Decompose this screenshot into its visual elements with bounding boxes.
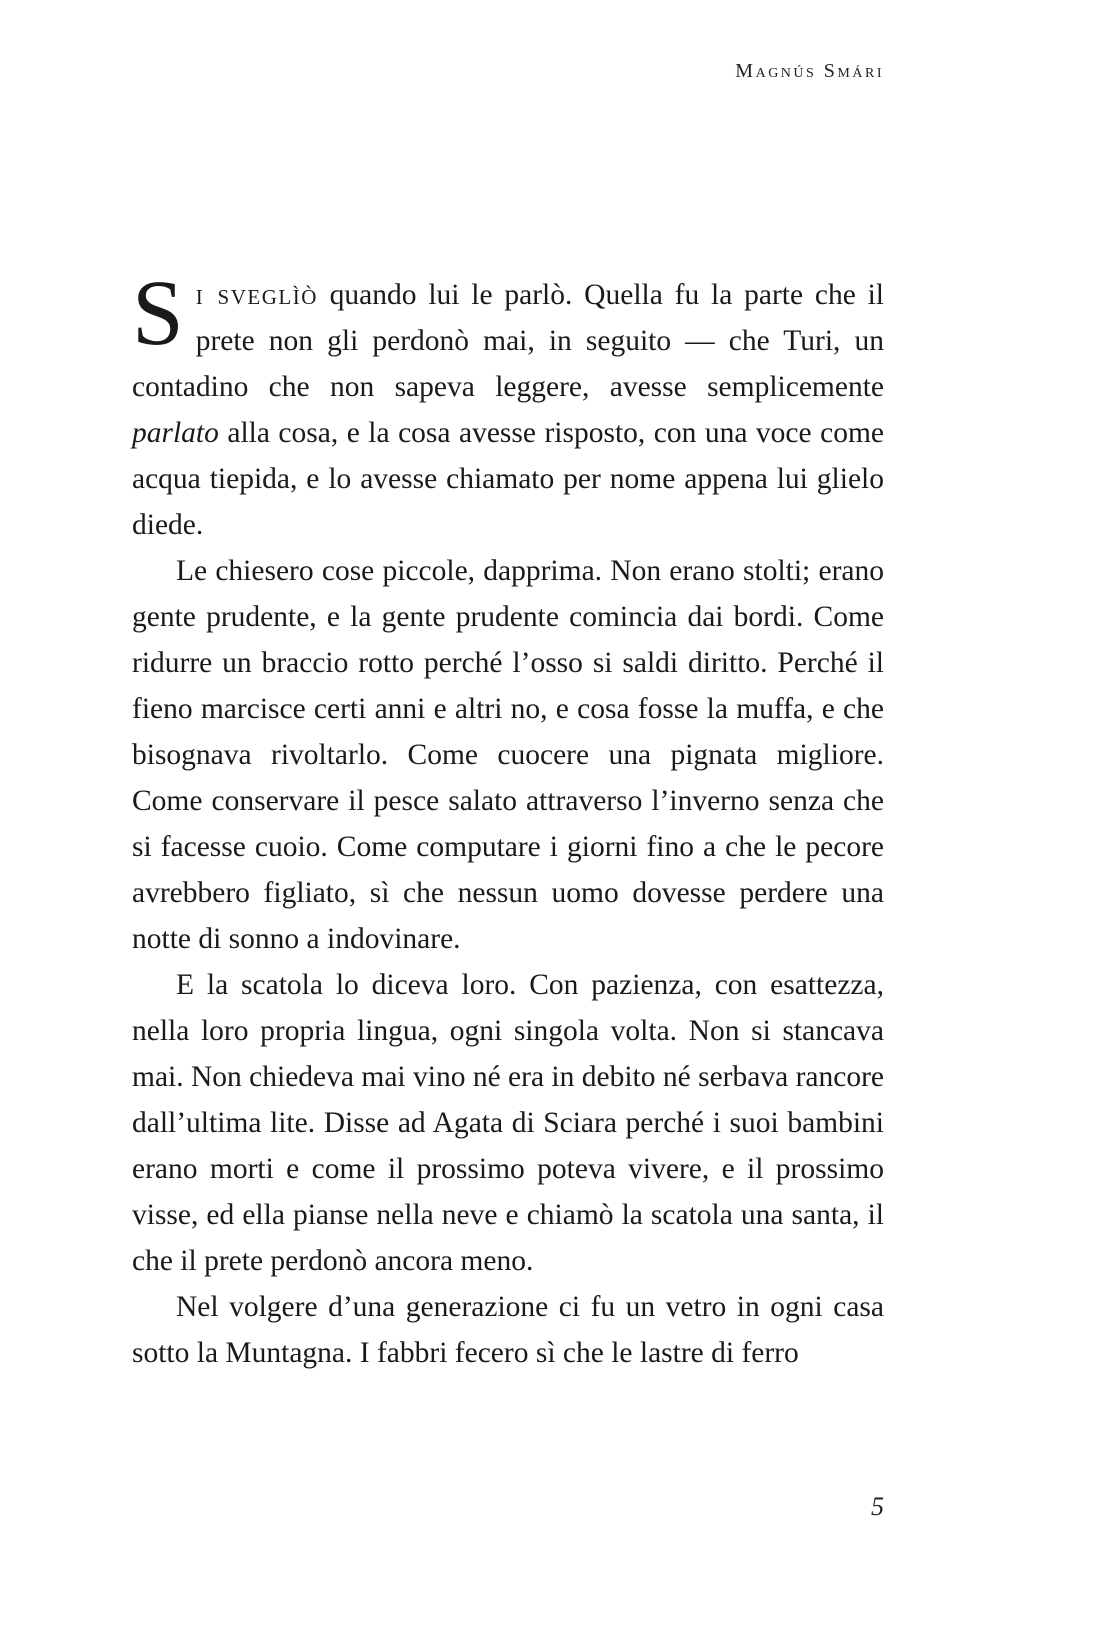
paragraph-4: Nel volgere d’una generazione ci fu un vetro in ogni casa sotto la Muntagna. I fabbri fecero sì che le lastre di ferro bbox=[132, 1291, 884, 1369]
paragraph-2: Le chiesero cose piccole, dapprima. Non erano stolti; erano gente prudente, e la gente prudente comincia dai bordi. Come ridurre un braccio rotto perché l’osso si saldi diritto. Perché il fieno marcisce certi anni e altri no, e cosa fosse la muffa, e che bisognava rivoltarlo. Come cuocere una pignata migliore. Come conservare il pesce salato attraverso l’inverno senza che si facesse cuoio. Come computare i giorni fino a che le pecore avrebbero figliato, sì che nessun uomo dovesse perdere una notte di sonno a indovinare. bbox=[132, 555, 884, 955]
paragraph-3: E la scatola lo diceva loro. Con pazienza, con esattezza, nella loro propria lingua, ogni singola volta. Non si stancava mai. Non chiedeva mai vino né era in debito né serbava rancore dall’ultima lite. Disse ad Agata di Sciara perché i suoi bambini erano morti e come il prossimo poteva vivere, e il prossimo visse, ed ella pianse nella neve e chiamò la scatola una santa, il che il prete perdonò ancora meno. bbox=[132, 969, 884, 1277]
drop-cap: S bbox=[132, 262, 184, 365]
paragraph-1-text-b: alla cosa, e la cosa avesse risposto, con una voce come acqua tiepida, e lo avesse chiamato per nome appena lui glielo diede. bbox=[132, 417, 884, 541]
emphasis-word: parlato bbox=[132, 417, 219, 449]
body-text bbox=[132, 262, 885, 1376]
paragraph-1 bbox=[132, 262, 885, 548]
page-number: 5 bbox=[871, 1492, 884, 1521]
paragraph-1-text-a: quando lui le parlò. Quella fu la parte che il prete non gli perdonò mai, in seguito — che Turi, un contadino che non sapeva leggere, avesse semplicemente bbox=[132, 279, 885, 403]
lead-in-small-caps: i sveglìò bbox=[195, 279, 318, 311]
running-head-author: Magnús Smári bbox=[735, 60, 884, 82]
